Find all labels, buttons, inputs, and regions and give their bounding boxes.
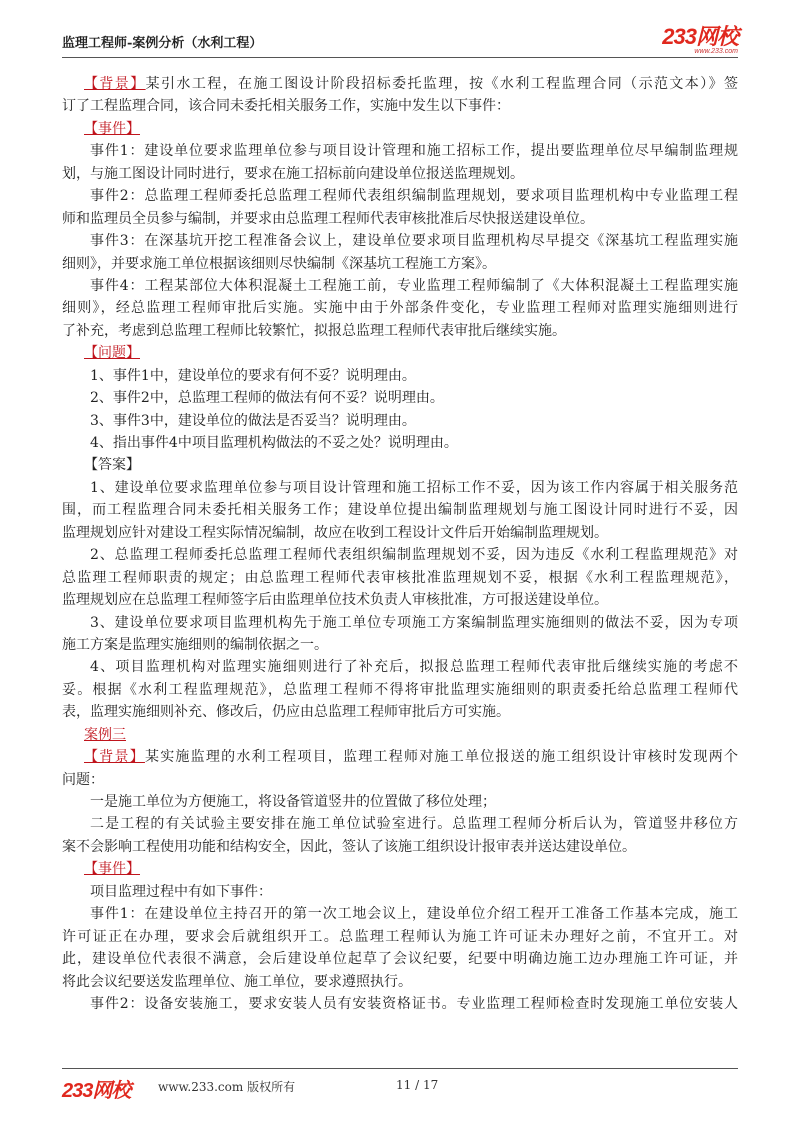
- paragraph-line: [62, 208, 738, 230]
- document-body: [62, 73, 738, 1015]
- line-text: 围，而工程监理合同未委托相关服务工作；建设单位提出编制监理规划与施工图设计同时进行不妥，因: [62, 502, 738, 519]
- paragraph-line: [62, 769, 738, 791]
- line-text: 监理规划应在总监理工程师签字后由监理单位技术负责人审核批准，方可报送建设单位。: [62, 592, 608, 609]
- line-text: 某引水工程，在施工图设计阶段招标委托监理，按《水利工程监理合同（示范文本）》签: [145, 76, 739, 92]
- line-text: 划，与施工图设计同时进行，要求在施工招标前向建设单位报送监理规划。: [62, 165, 524, 182]
- line-text: 此，建设单位代表很不满意，会后建设单位起草了会议纪要，纪要中明确边施工边办理施工许可证，并: [62, 951, 738, 968]
- paragraph-line: [62, 993, 738, 1015]
- paragraph-line: [62, 656, 738, 678]
- logo-url: www.233.com: [694, 48, 738, 55]
- paragraph-line: [62, 612, 738, 634]
- header-title: 监理工程师-案例分析（水利工程）: [62, 36, 263, 51]
- line-text: 4、指出事件4中项目监理机构做法的不妥之处？说明理由。: [90, 435, 458, 451]
- paragraph-line: [62, 320, 738, 342]
- line-text: 了补充，考虑到总监理工程师比较繁忙，拟报总监理工程师代表审批后继续实施。: [62, 322, 566, 339]
- section-heading-text: 【答案】: [84, 457, 140, 474]
- section-heading-text: 【问题】: [84, 345, 140, 362]
- line-text: 细则》，经总监理工程师审批后实施。实施中由于外部条件变化，专业监理工程师对监理实施细则进行: [62, 300, 738, 317]
- section-heading-text: 案例三: [84, 726, 126, 743]
- paragraph-line: [62, 926, 738, 948]
- page-header: [62, 26, 738, 56]
- line-text: 妥。根据《水利工程监理规范》，总监理工程师不得将审批监理实施细则的职责委托给总监理工程师代: [62, 681, 738, 698]
- section-heading: [62, 454, 738, 476]
- paragraph-line: [62, 746, 738, 768]
- paragraph-line: [62, 567, 738, 589]
- line-text: 1、事件1中，建设单位的要求有何不妥？说明理由。: [90, 367, 416, 384]
- paragraph-line: [62, 791, 738, 813]
- paragraph-line: [62, 679, 738, 701]
- page-number: 11 / 17: [396, 1078, 439, 1092]
- paragraph-line: [62, 477, 738, 499]
- line-text: 将此会议纪要送发监理单位、施工单位，要求遵照执行。: [62, 973, 412, 990]
- line-text: 4、项目监理机构对监理实施细则进行了补充后，拟报总监理工程师代表审批后继续实施的考虑不: [90, 659, 738, 676]
- paragraph-line: [62, 836, 738, 858]
- paragraph-line: [62, 185, 738, 207]
- paragraph-line: [62, 230, 738, 252]
- footer-copyright: www.233.com 版权所有: [158, 1080, 296, 1094]
- paragraph-line: [62, 813, 738, 835]
- line-text: 施工方案是监理实施细则的编制依据之一。: [62, 636, 328, 653]
- logo-text: 233网校: [662, 24, 738, 49]
- section-heading-text: 【事件】: [84, 861, 140, 878]
- line-text: 表，监理实施细则补充、修改后，仍应由总监理工程师审批后方可实施。: [62, 704, 510, 721]
- line-text: 事件2：设备安装施工，要求安装人员有安装资格证书。专业监理工程师检查时发现施工单位安装人: [90, 995, 738, 1012]
- paragraph-line: [62, 522, 738, 544]
- line-text: 师和监理员全员参与编制，并要求由总监理工程师代表审核批准后尽快报送建设单位。: [62, 210, 594, 227]
- brand-logo: [662, 26, 738, 56]
- section-heading: [62, 342, 738, 364]
- line-text: 案不会影响工程使用功能和结构安全，因此，签认了该施工组织设计报审表并送达建设单位。: [62, 838, 636, 855]
- paragraph-line: [62, 410, 738, 432]
- paragraph-line: [62, 163, 738, 185]
- line-text: 一是施工单位为方便施工，将设备管道竖井的位置做了移位处理；: [90, 794, 496, 810]
- line-text: 总监理工程师职责的规定；由总监理工程师代表审核批准监理规划不妥，根据《水利工程监理规范》，: [62, 569, 738, 586]
- line-text: 事件1：在建设单位主持召开的第一次工地会议上，建设单位介绍工程开工准备工作基本完成，施工: [90, 906, 738, 923]
- paragraph-line: [62, 544, 738, 566]
- line-text: 2、事件2中，总监理工程师的做法有何不妥？说明理由。: [90, 390, 444, 407]
- paragraph-line: [62, 499, 738, 521]
- line-text: 事件3：在深基坑开挖工程准备会议上，建设单位要求项目监理机构尽早提交《深基坑工程监理实施: [90, 233, 738, 250]
- paragraph-line: [62, 253, 738, 275]
- line-text: 2、总监理工程师委托总监理工程师代表组织编制监理规划不妥，因为违反《水利工程监理规范》对: [90, 547, 738, 564]
- line-text: 事件4：工程某部位大体积混凝土工程施工前，专业监理工程师编制了《大体积混凝土工程监理实施: [90, 277, 738, 294]
- line-text: 3、建设单位要求项目监理机构先于施工单位专项施工方案编制监理实施细则的做法不妥，因为专项: [90, 614, 738, 631]
- paragraph-line: [62, 634, 738, 656]
- line-text: 监理规划应针对建设工程实际情况编制，故应在收到工程设计文件后开始编制监理规划。: [62, 524, 608, 541]
- section-heading: [62, 118, 738, 140]
- line-text: 许可证正在办理，要求会后就组织开工。总监理工程师认为施工许可证未办理好之前，不宜开工。对: [62, 928, 738, 945]
- page-footer: [62, 1074, 738, 1102]
- line-text: 事件2：总监理工程师委托总监理工程师代表组织编制监理规划，要求项目监理机构中专业监理工程: [90, 188, 738, 205]
- line-text: 二是工程的有关试验主要安排在施工单位试验室进行。总监理工程师分析后认为，管道竖井移位方: [90, 816, 738, 833]
- paragraph-line: [62, 701, 738, 723]
- paragraph-line: [62, 903, 738, 925]
- line-text: 1、建设单位要求监理单位参与项目设计管理和施工招标工作不妥，因为该工作内容属于相关服务范: [90, 479, 738, 496]
- section-label: 【背景】: [84, 76, 146, 92]
- section-heading: [62, 858, 738, 880]
- footer-logo: 233网校: [62, 1080, 131, 1102]
- paragraph-line: [62, 73, 738, 95]
- paragraph-line: [62, 589, 738, 611]
- paragraph-line: [62, 297, 738, 319]
- paragraph-line: [62, 971, 738, 993]
- paragraph-line: [62, 140, 738, 162]
- footer-divider: [62, 1068, 738, 1069]
- line-text: 订了工程监理合同，该合同未委托相关服务工作，实施中发生以下事件：: [62, 98, 510, 115]
- paragraph-line: [62, 365, 738, 387]
- section-heading: [62, 724, 738, 746]
- section-label: 【背景】: [84, 749, 145, 766]
- paragraph-line: [62, 948, 738, 970]
- line-text: 某实施监理的水利工程项目，监理工程师对施工单位报送的施工组织设计审核时发现两个: [144, 749, 738, 766]
- line-text: 3、事件3中，建设单位的做法是否妥当？说明理由。: [90, 412, 416, 429]
- line-text: 事件1：建设单位要求监理单位参与项目设计管理和施工招标工作，提出要监理单位尽早编制监理规: [90, 143, 738, 160]
- line-text: 细则》，并要求施工单位根据该细则尽快编制《深基坑工程施工方案》。: [62, 255, 496, 272]
- paragraph-line: [62, 881, 738, 903]
- paragraph-line: [62, 387, 738, 409]
- paragraph-line: [62, 432, 738, 454]
- paragraph-line: [62, 95, 738, 117]
- section-heading-text: 【事件】: [84, 120, 140, 137]
- line-text: 问题：: [62, 771, 104, 788]
- paragraph-line: [62, 275, 738, 297]
- line-text: 项目监理过程中有如下事件：: [90, 883, 272, 900]
- header-divider: [62, 57, 738, 58]
